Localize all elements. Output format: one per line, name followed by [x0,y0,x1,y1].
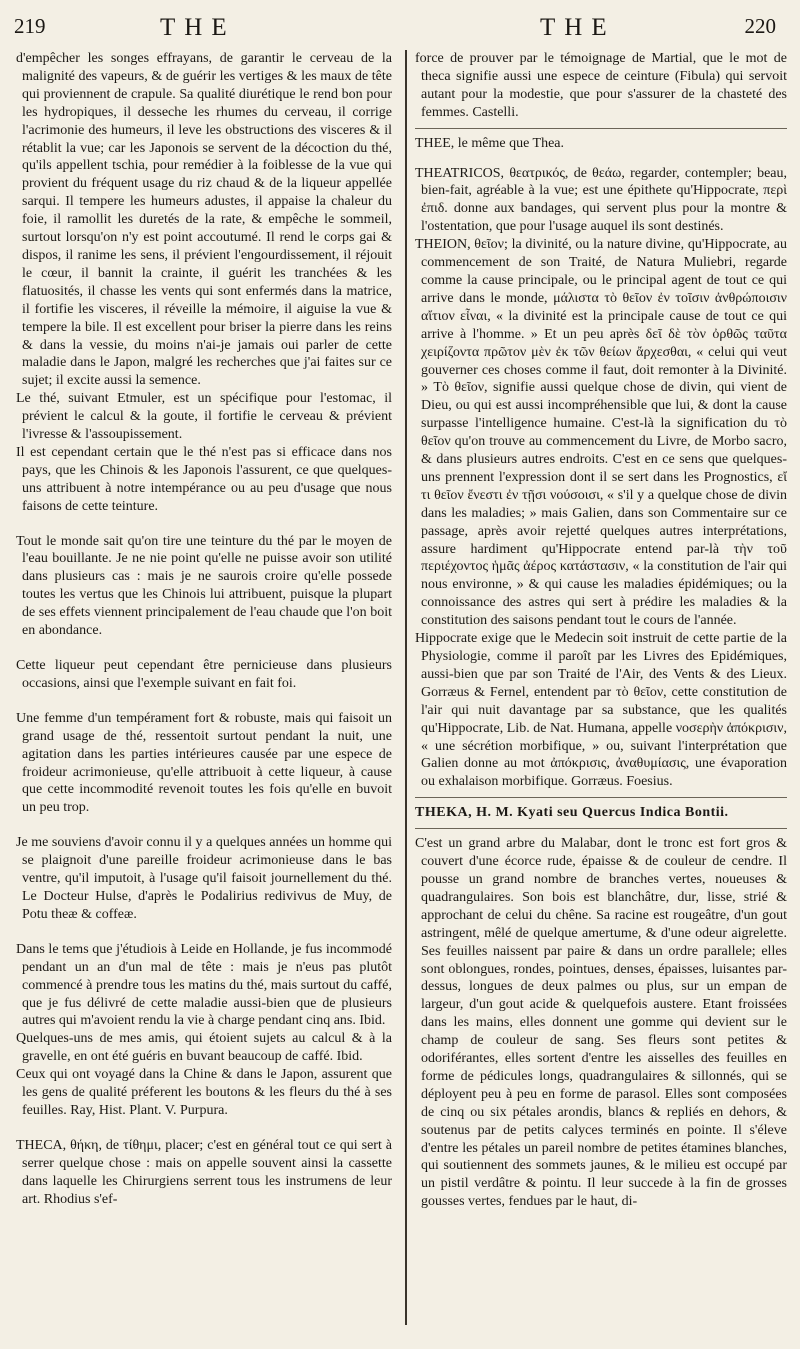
spacer [16,924,392,941]
spacer [16,693,392,710]
paragraph-man-example: Je me souviens d'avoir connu il y a quelques années un homme qui se plaignoit d'une pareille froideur acrimonieuse dans le bas ventre, qu'il imputoit, à l'usage qu'il faisoit journellement du thé. Le Docteur Hulse, d'après le Podalirius redivivus de Muy, de Potu theæ & coffeæ. [16,835,392,922]
paragraph-travellers: Ceux qui ont voyagé dans la Chine & dans le Japon, assurent que les gens de qualité préferent les boutons & les fleurs du thé à ses feuilles. Ray, Hist. Plant. V. Purpura. [16,1067,392,1118]
paragraph-etmuler: Le thé, suivant Etmuler, est un spécifique pour l'estomac, il prévient le calcul & la goute, il fortifie le cerveau & prévient l'ivresse & l'assoupissement. [16,391,392,443]
paragraph-pernicious: Cette liqueur peut cependant être pernicieuse dans plusieurs occasions, ainsi que l'exemple suivant en fait foi. [16,658,392,691]
page-number-right: 220 [744,14,776,38]
paragraph-infusion: Tout le monde sait qu'on tire une teinture du thé par le moyen de l'eau bouillante. Je ne nie point qu'elle ne puisse avoir son utilité dans plusieurs cas : mais je ne saurois croire qu'elle possede toutes les vertus que les Chinois lui attribuent, puisque la plupart de ses effets viennent principalement de l'eau chaude que l'on boit en abondance. [16,533,392,639]
paragraph-physiologie: Hippocrate exige que le Medecin soit instruit de cette partie de la Physiologie, comme il paroît par les Livres des Epidémiques, aussi-bien que par son Traité de l'Air, des Vents & des Lieux. Gorræus & Fernel, entendent par τὸ θεῖον, cette constitution de l'air qui nuit davantage par sa substance, que les qualités qu'Hippocrate, Lib. de Nat. Humana, appelle νοσερὴν ἀπόκρισιν, « une sécrétion morbifique, » ou, suivant l'interprétation que Galien donne au mot ἀπόκρισις, ἀναθυμίασις, une évaporation ou exhalaison morbifique. Gorræus. Foesius. [415,631,787,790]
entry-theka: THEKA, H. M. Kyati seu Quercus Indica Bontii. [415,805,729,821]
page-header [0,14,800,44]
entry-thee: THEE, le même que Thea. [415,135,565,151]
spacer [415,153,787,165]
paragraph-theca-cont: force de prouver par le témoignage de Martial, que le mot de theca signifie aussi une espece de ceinture (Fibula) qui servoit autant pour la modestie, que pour s'assurer de la chasteté des femmes. Castelli. [415,51,787,120]
paragraph-efficacy: Il est cependant certain que le thé n'est pas si efficace dans nos pays, que les Chinois & les Japonois l'assurent, ce que quelques-uns attribuent à notre intempérance ou au peu d'usage que nous faisons de cette teinture. [16,444,392,514]
page-number-left: 219 [14,14,46,38]
section-rule [415,128,787,129]
spacer [16,640,392,657]
spacer [16,1120,392,1137]
section-rule [415,828,787,829]
paragraph-leide: Dans le tems que j'étudiois à Leide en Hollande, je fus incommodé pendant un an d'un mal de tête : mais je n'eus pas plutôt commencé à prendre tous les matins du thé, mais surtout du caffé, que je fus délivré de cette maladie aussi-bien que de plusieurs autres qui m'avoient rendu la vie à charge pendant cinq ans. Ibid. [16,941,392,1029]
left-column [16,50,392,1208]
paragraph-woman-example: Une femme d'un tempérament fort & robuste, mais qui faisoit un grand usage de thé, ressentoit surtout pendant la nuit, une agitation dans les parties intérieures causée par une espece de froideur acrimonieuse, qu'elle attribuoit à cette liqueur, à cause que cette incommodité revenoit toutes les fois qu'elle en buvoit un peu trop. [16,710,392,816]
running-head-right: THE [540,14,616,41]
entry-theca: THECA, θήκη, de τίθημι, placer; c'est en général tout ce qui sert à serrer quelque chose : mais on appelle souvent ainsi la cassette dans laquelle les Chirurgiens serrent tous les instrumens de leur art. Rhodius s'ef- [16,1137,392,1207]
spacer [16,817,392,834]
spacer [16,516,392,533]
paragraph-friends: Quelques-uns de mes amis, qui étoient sujets au calcul & à la gravelle, en ont été guéris en buvant beaucoup de caffé. Ibid. [16,1031,392,1065]
section-rule [415,797,787,798]
column-divider [405,50,407,1325]
entry-theatricos: THEATRICOS, θεατρικός, de θεάω, regarder, contempler; beau, bien-fait, agréable à la vue; est une épithete qu'Hippocrate, περὶ ἐπιδ. donne aux bandages, qui servent plus pour la montre & l'ostentation, que pour l'usage auquel ils sont destinés. [415,165,787,235]
paragraph-theka-description: C'est un grand arbre du Malabar, dont le tronc est fort gros & couvert d'une écorce rude, épaisse & de couleur de cendre. Il pousse un grand nombre de branches vertes, noueuses & quadrangulaires. Son bois est blanchâtre, dur, lisse, strié & approchant de celui du chêne. Sa racine est rougeâtre, d'un gout astringent, mêlé de quelque amertume, & d'une odeur aigrelette. Ses feuilles naissent par paire & dans un ordre parallele; elles sont oblongues, rondes, pointues, denses, épaisses, luisantes par-dessus, longues de deux palmes ou plus, sur un empan de largeur, d'un gout acide & quelquefois austere. Etant froissées dans les mains, elles donnent une gomme qui devient sur le champ de couleur de sang. Ses fleurs sont petites & odoriférantes, elles sortent d'entre les aisselles des feuilles en forme de pédicules longs, quadrangulaires & sillonnés, qui se déployent peu à peu en forme de parasol. Elles sont composées de cinq ou six pétales arondis, blancs & repliés en dehors, & soutenus par de petits calyces terminés en pointe. Il s'éleve d'entre les pétales un pareil nombre de petites étamines blanches, qui soutiennent des sommets jaunes, & le milieu est occupé par un pistil verdâtre & pointu. Il leur succede à la fin de grosses gousses vertes, fendues par le haut, di- [415,836,787,1210]
entry-theion: THEION, θεῖον; la divinité, ou la nature divine, qu'Hippocrate, au commencement de son Traité, de Natura Muliebri, regarde comme la cause principale, ou le principal agent de tout ce qui arrive dans le monde, μάλιστα τὸ θεῖον ἐν τοῖσιν ἀνθρώποισιν αἴτιον εἶναι, « la divinité est la principale cause de tout ce qui arrive à l'homme. » Et un peu après δεῖ δὲ τὸν ὀρθῶς ταῦτα χειρίζοντα πρῶτον μὲν ἐκ τῶν θείων ἄρχεσθαι, « celui qui veut gouverner ces choses comme il faut, doit remonter à la Divinité. » Τὸ θεῖον, signifie aussi quelque chose de divin, qui vient de Dieu, ou qui est aussi incompréhensible que lui, & dont la cause surpasse l'intelligence humaine. C'est-là la signification du τὸ θεῖον qu'on trouve au commencement du Livre, de Morbo sacro, & dans plusieurs autres endroits. C'est en ce sens que quelques-uns prennent l'expression dont il se sert dans les Prognostics, εἴ τι θεῖον ἔνεστι ἐν τῇσι νούσοισι, « s'il y a quelque chose de divin dans les maladies; » mais Galien, dans son Commentaire sur ce passage, après avoir rejetté quelques autres interprétations, assure hardiment qu'Hippocrate entend par-là τὴν τοῦ περιέχοντος ἡμᾶς ἀέρος κατάστασιν, « la constitution de l'air qui nous environne, » & qui cause les maladies épidémiques; ou la connoissance des astres qui sert à prédire les maladies & la constitution des saisons pendant tout le cours de l'année. [415,237,787,629]
right-column [415,50,787,1211]
running-head-left: THE [160,14,236,41]
paragraph-tea-virtues: d'empêcher les songes effrayans, de garantir le cerveau de la malignité des vapeurs, & de guérir les vertiges & les maux de tête qui proviennent de crapule. Sa qualité diurétique le rend bon pour les hydropiques, il desseche les rhumes du cerveau, il corrige l'acrimonie des humeurs, il leve les obstructions des visceres & il rétablit la vue; car les Japonois se servent de la décoction du thé, qu'ils appellent tschia, pour remédier à la foiblesse de la vue qui provient du fréquent usage du riz chaud & de la liqueur appellée sarqui. Il tempere les humeurs adustes, il appaise la chaleur du foie, il ramollit les duretés de la rate, & empêche le sommeil, surtout lorsqu'on n'y est point accoutumé. Il rend le corps gai & dispos, il ranime les sens, il prévient l'engourdissement, il réjouit le cœur, il bannit la crainte, il guérit les tranchées & les flatuosités, il chasse les vents qui sont enfermés dans la matrice, il fortifie les visceres, il réveille la mémoire, il aiguise la vue & tempere la bile. Il est excellent pour briser la pierre dans les reins & dans la vessie, du moins n'ai-je jamais oui parler de cette maladie dans le Japon, malgré les recherches que j'ai faites sur ce sujet; il excite aussi la semence. [16,51,392,389]
